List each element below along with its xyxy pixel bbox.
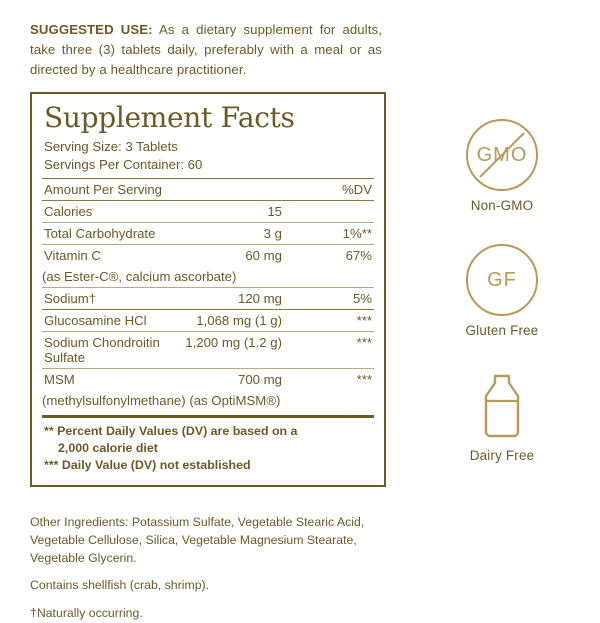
suggested-use-text: As a dietary supplement for adults, take three (3) tablets daily, preferably with a meal or as directed by a healthcare practitioner. bbox=[30, 22, 382, 78]
row-sub: (as Ester-C®, calcium ascorbate) bbox=[42, 266, 374, 288]
badge-label: Non-GMO bbox=[470, 198, 534, 213]
other-ingredients-block bbox=[30, 514, 388, 623]
table-row bbox=[42, 368, 374, 390]
row-dv: *** bbox=[356, 371, 372, 387]
row-amount: 3 g bbox=[185, 222, 316, 244]
header-amount-per-serving: Amount Per Serving bbox=[42, 179, 185, 201]
row-name: Total Carbohydrate bbox=[42, 222, 185, 244]
suggested-use-block bbox=[30, 20, 382, 80]
row-dv bbox=[316, 200, 374, 222]
table-row bbox=[42, 309, 374, 331]
row-name: Calories bbox=[42, 200, 185, 222]
table-subrow bbox=[42, 266, 374, 288]
table-row bbox=[42, 222, 374, 244]
row-amount: 1,200 mg (1.2 g) bbox=[185, 331, 316, 368]
certification-badges bbox=[422, 118, 582, 493]
footnote-dv-basis bbox=[44, 423, 374, 475]
table-row bbox=[42, 200, 374, 222]
footnote-line-1: ** Percent Daily Values (DV) are based on a bbox=[44, 423, 298, 438]
badge-gluten-free bbox=[422, 243, 582, 338]
serving-size: Serving Size: 3 Tablets bbox=[44, 139, 178, 155]
gluten-free-icon bbox=[465, 243, 539, 317]
suggested-use-label: SUGGESTED USE: bbox=[30, 22, 153, 37]
servings-per-container: Servings Per Container: 60 bbox=[44, 156, 203, 172]
badge-dairy-free bbox=[422, 368, 582, 463]
badge-non-gmo bbox=[422, 118, 582, 213]
allergen-text: Contains shellfish (crab, shrimp). bbox=[30, 578, 210, 593]
supplement-facts-title: Supplement Facts bbox=[44, 101, 295, 134]
row-dv: 5% bbox=[316, 287, 374, 309]
row-amount: 120 mg bbox=[185, 287, 316, 309]
supplement-facts-panel bbox=[30, 92, 386, 487]
row-amount: 700 mg bbox=[238, 371, 282, 387]
row-amount: 1,068 mg (1 g) bbox=[185, 309, 316, 331]
non-gmo-mark: GMO bbox=[476, 143, 528, 166]
badge-label: Dairy Free bbox=[469, 448, 535, 463]
non-gmo-icon bbox=[465, 118, 539, 192]
row-name: Vitamin C bbox=[44, 247, 101, 263]
naturally-occurring-text: †Naturally occurring. bbox=[30, 606, 143, 621]
footnote-line-3: *** Daily Value (DV) not established bbox=[44, 458, 251, 473]
footnote-line-2: 2,000 calorie diet bbox=[58, 440, 158, 455]
table-row bbox=[42, 331, 374, 368]
other-ingredients-text: Other Ingredients: Potassium Sulfate, Vegetable Stearic Acid, Vegetable Cellulose, Silica, Vegetable Magnesium Stearate, Vegetable Glycerin. bbox=[30, 515, 365, 565]
table-header-row bbox=[42, 179, 374, 201]
table-row bbox=[42, 244, 374, 266]
row-amount: 15 bbox=[185, 200, 316, 222]
badge-label: Gluten Free bbox=[465, 323, 539, 338]
row-sub: (methylsulfonylmethane) (as OptiMSM®) bbox=[42, 392, 281, 408]
row-name: Glucosamine HCl bbox=[42, 309, 185, 331]
row-name: Sodium Chondroitin Sulfate bbox=[42, 331, 185, 368]
row-dv: 1%** bbox=[316, 222, 374, 244]
row-dv: 67% bbox=[345, 247, 372, 263]
supplement-facts-table bbox=[42, 179, 374, 411]
row-name: MSM bbox=[44, 371, 75, 387]
divider-bottom bbox=[42, 415, 374, 418]
table-row bbox=[42, 287, 374, 309]
row-name: Sodium† bbox=[42, 287, 185, 309]
row-amount: 60 mg bbox=[245, 247, 282, 263]
table-subrow bbox=[42, 390, 374, 411]
row-dv: *** bbox=[316, 331, 374, 368]
gluten-free-mark: GF bbox=[487, 268, 517, 291]
row-dv: *** bbox=[316, 309, 374, 331]
dairy-free-icon bbox=[465, 368, 539, 442]
header-dv: %DV bbox=[316, 179, 374, 201]
